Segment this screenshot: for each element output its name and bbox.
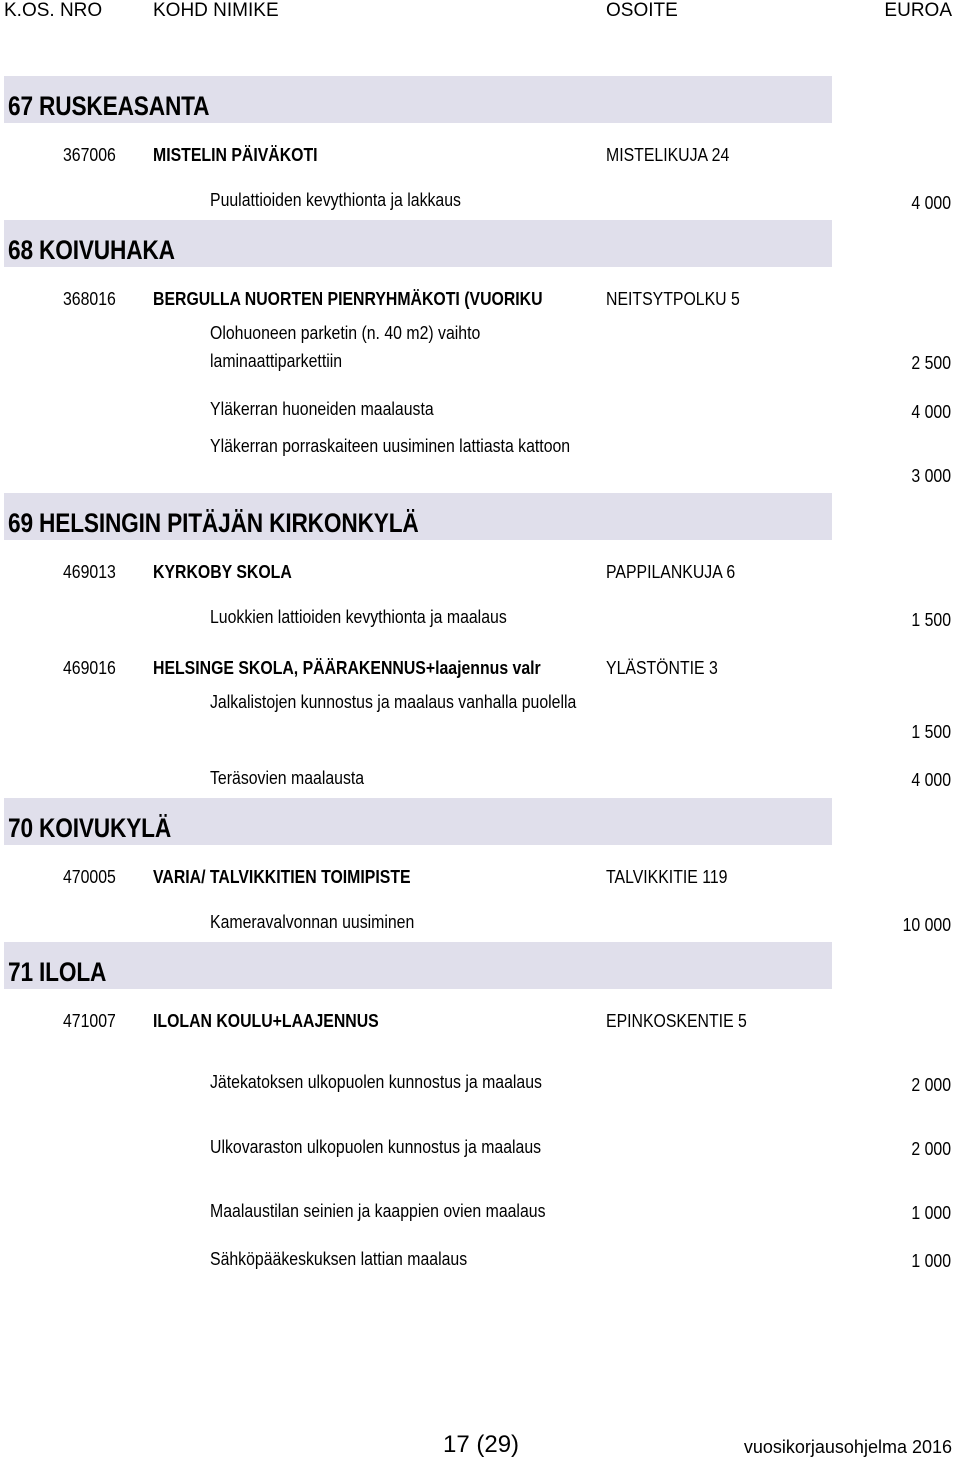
property-name: KYRKOBY SKOLA [153,562,292,582]
property-address: EPINKOSKENTIE 5 [606,1011,747,1031]
item-description: Yläkerran porraskaiteen uusiminen lattiasta kattoon [210,436,571,456]
item-description: Jätekatoksen ulkopuolen kunnostus ja maalaus [210,1072,542,1092]
property-address: MISTELIKUJA 24 [606,145,730,165]
item-amount: 4 000 [911,193,951,213]
property-code: 368016 [63,289,116,309]
section-band [4,220,832,267]
item-amount: 2 500 [911,353,951,373]
section-band [4,493,832,540]
item-description: Luokkien lattioiden kevythionta ja maalaus [210,607,507,627]
item-description: Teräsovien maalausta [210,768,365,788]
item-amount: 1 000 [911,1251,951,1271]
item-amount: 3 000 [911,466,951,486]
item-description: Olohuoneen parketin (n. 40 m2) vaihto laminaattiparkettiin [210,323,481,371]
column-header-code: K.OS. NRO [4,0,103,21]
item-amount: 1 500 [911,610,951,630]
property-code: 469016 [63,658,116,678]
property-code: 367006 [63,145,116,165]
property-code: 471007 [63,1011,116,1031]
item-amount: 1 500 [911,722,951,742]
property-name: MISTELIN PÄIVÄKOTI [153,145,318,165]
item-description: Yläkerran huoneiden maalausta [210,399,434,419]
section-title: 68 KOIVUHAKA [8,235,175,265]
column-header-amount: EUROA [884,0,952,21]
item-description: Jalkalistojen kunnostus ja maalaus vanhalla puolella [210,692,577,712]
item-description: Sähköpääkeskuksen lattian maalaus [210,1249,468,1269]
property-code: 470005 [63,867,116,887]
property-name: VARIA/ TALVIKKITIEN TOIMIPISTE [153,867,411,887]
item-description: Maalaustilan seinien ja kaappien ovien maalaus [210,1201,546,1221]
property-name: ILOLAN KOULU+LAAJENNUS [153,1011,379,1031]
page-number: 17 (29) [443,1431,520,1458]
item-amount: 10 000 [902,915,951,935]
document-name: vuosikorjausohjelma 2016 [743,1437,952,1457]
property-name: HELSINGE SKOLA, PÄÄRAKENNUS+laajennus valr [153,658,541,678]
section-band [4,942,832,989]
section-band [4,798,832,845]
section-title: 70 KOIVUKYLÄ [8,813,172,843]
property-address: PAPPILANKUJA 6 [606,562,736,582]
section-title: 69 HELSINGIN PITÄJÄN KIRKONKYLÄ [8,508,419,538]
property-name: BERGULLA NUORTEN PIENRYHMÄKOTI (VUORIKU [153,289,543,309]
property-address: YLÄSTÖNTIE 3 [606,658,718,678]
item-amount: 2 000 [911,1139,951,1159]
item-amount: 2 000 [911,1075,951,1095]
item-amount: 4 000 [911,770,951,790]
column-header-address: OSOITE [606,0,678,21]
column-header-name: KOHD NIMIKE [153,0,279,21]
section-title: 71 ILOLA [8,957,107,987]
item-description: Puulattioiden kevythionta ja lakkaus [210,190,461,210]
property-address: NEITSYTPOLKU 5 [606,289,740,309]
property-address: TALVIKKITIE 119 [606,867,728,887]
item-amount: 4 000 [911,402,951,422]
item-amount: 1 000 [911,1203,951,1223]
section-band [4,76,832,123]
section-title: 67 RUSKEASANTA [8,91,210,121]
item-description: Kameravalvonnan uusiminen [210,912,415,932]
property-code: 469013 [63,562,116,582]
item-description: Ulkovaraston ulkopuolen kunnostus ja maalaus [210,1137,542,1157]
